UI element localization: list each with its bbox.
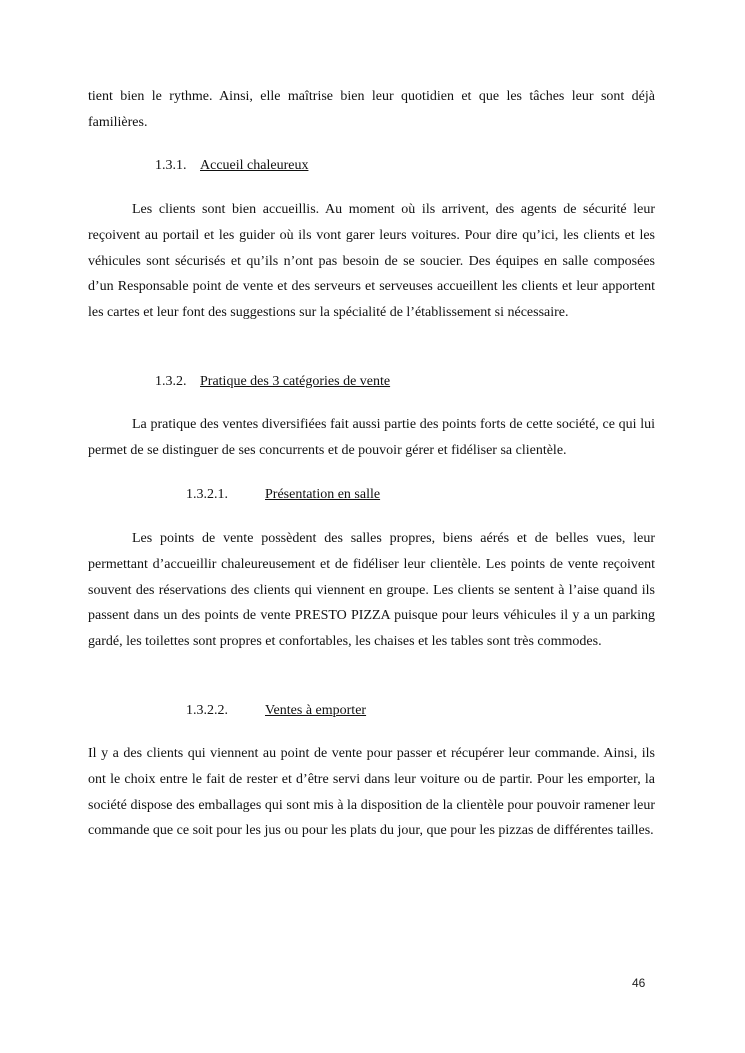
paragraph-accueil: Les clients sont bien accueillis. Au moment où ils arrivent, des agents de sécurité leur reçoivent au portail et les guider où ils vont garer leurs voitures. Pour dire qu’ici, les clients et les véhicules sont sécurisés et qu’ils n’ont pas besoin de se soucier. Des équipes en salle composées d’un Responsable point de vente et des serveurs et serveuses accueillent les clients et leur apportent les cartes et leur font des suggestions sur la spécialité de l’établissement si nécessaire. bbox=[88, 202, 655, 321]
section-title: Présentation en salle bbox=[265, 487, 381, 502]
section-number: 1.3.2.2. bbox=[186, 703, 228, 718]
paragraph-salle: Les points de vente possèdent des salles propres, biens aérés et de belles vues, leur permettant d’accueillir chaleureusement et de fidéliser leur clientèle. Les points de vente reçoivent souvent des réservations des clients qui viennent en groupe. Les clients se sentent à l’aise quand ils passent dans un des points de vente PRESTO PIZZA puisque pour leurs véhicules il y a un parking gardé, les toilettes sont propres et confortables, les chaises et les tables sont très commodes. bbox=[88, 531, 655, 650]
section-title: Accueil chaleureux bbox=[200, 158, 309, 173]
page-number: 46 bbox=[632, 976, 646, 990]
section-heading-1-3-2-2 bbox=[186, 701, 366, 721]
section-title: Ventes à emporter bbox=[265, 703, 367, 718]
paragraph-intro: tient bien le rythme. Ainsi, elle maîtrise bien leur quotidien et que les tâches leur sont déjà familières. bbox=[88, 89, 655, 130]
section-heading-1-3-2 bbox=[155, 372, 390, 392]
section-number: 1.3.2. bbox=[155, 374, 187, 389]
section-number: 1.3.1. bbox=[155, 158, 187, 173]
section-number: 1.3.2.1. bbox=[186, 487, 228, 502]
section-heading-1-3-2-1 bbox=[186, 485, 380, 505]
paragraph-emporter: Il y a des clients qui viennent au point de vente pour passer et récupérer leur commande. Ainsi, ils ont le choix entre le fait de rester et d’être servi dans leur voiture ou de partir. Pour les emporter, la société dispose des emballages qui sont mis à la disposition de la clientèle pour pouvoir ramener leur commande que ce soit pour les jus ou pour les plats du jour, que pour les pizzas de différentes tailles. bbox=[88, 746, 655, 839]
paragraph-pratique: La pratique des ventes diversifiées fait aussi partie des points forts de cette société, ce qui lui permet de se distinguer de ses concurrents et de pouvoir gérer et fidéliser sa clientèle. bbox=[88, 417, 655, 458]
section-heading-1-3-1 bbox=[155, 156, 308, 176]
section-title: Pratique des 3 catégories de vente bbox=[200, 374, 391, 389]
